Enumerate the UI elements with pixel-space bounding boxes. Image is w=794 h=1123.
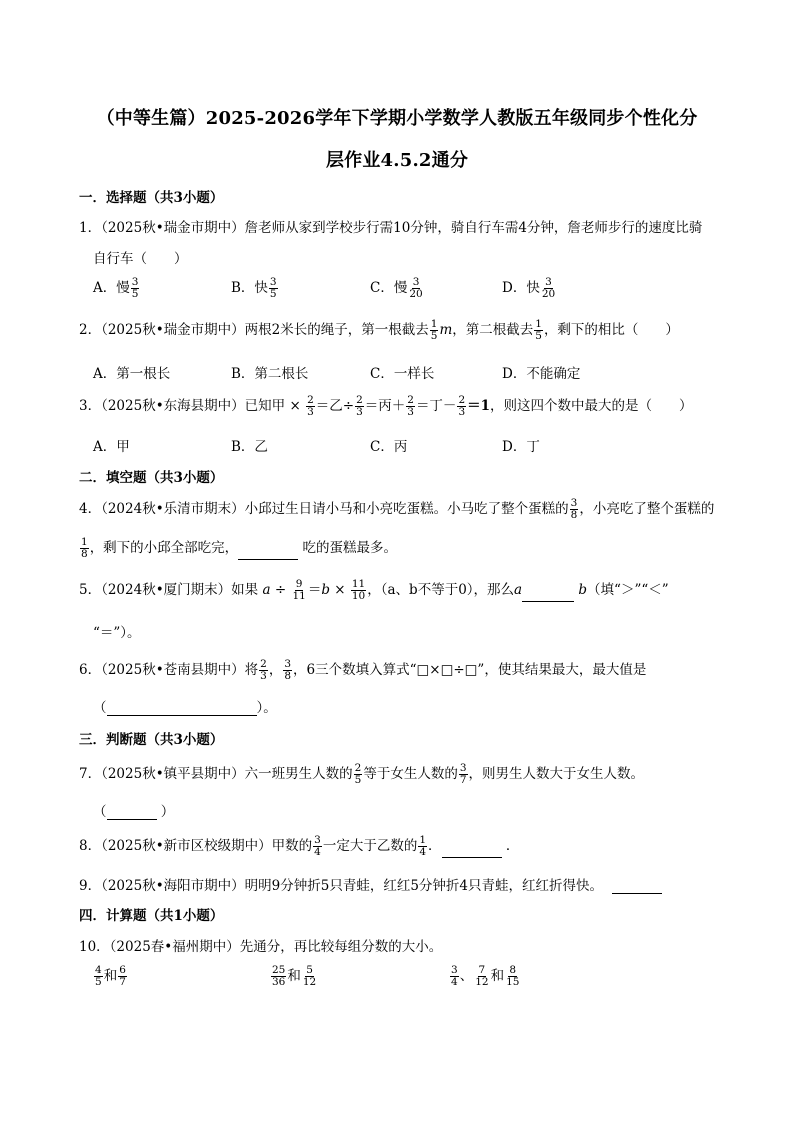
q6-line1: 6．（2025秋•苍南县期中）将 $\frac{2}{3}$ ， $\frac{3}{8}$ ，6三个数填入算式“□×□÷□”，使其结果最大，最大值是 — [79, 657, 647, 682]
q10-group1: $\frac{4}{5}$ 和 $\frac{6}{7}$ — [95, 963, 126, 988]
q4-answer-blank[interactable] — [238, 546, 298, 560]
q8-answer-blank[interactable] — [442, 844, 502, 858]
q6-line2: （ ）。 — [93, 700, 277, 716]
section-heading-calc: 四．计算题（共1小题） — [79, 908, 224, 924]
q3-option-d[interactable]: D．丁 — [502, 439, 540, 455]
q5-line1: 5．（2024秋•厦门期末）如果 a ÷ $\frac{9}{11}$ ＝b × $\frac{11}{10}$ ，（a、b不等于0），那么a b（填“＞”“＜” — [79, 577, 669, 602]
q3-line: 3．（2025秋•东海县期中）已知甲 × $\frac{2}{3}$ ＝乙÷ $\frac{2}{3}$ ＝丙＋ $\frac{2}{3}$ ＝丁－ $\frac{2}{3}$ ＝1，则这四个数中最大的是（ ） — [79, 393, 693, 418]
q3-option-a[interactable]: A．甲 — [93, 439, 130, 455]
q2-option-b[interactable]: B．第二根长 — [231, 366, 309, 382]
q10-group3: $\frac{3}{4}$ 、 $\frac{7}{12}$ 和 $\frac{8}{15}$ — [451, 963, 520, 988]
q1-line1: 1．（2025秋•瑞金市期中）詹老师从家到学校步行需10分钟，骑自行车需4分钟，詹老师步行的速度比骑 — [79, 220, 703, 236]
q2-option-d[interactable]: D．不能确定 — [502, 366, 581, 382]
q7-line2: （ ） — [93, 804, 175, 820]
q1-option-b[interactable]: B．快 $\frac{3}{5}$ — [231, 275, 277, 300]
q1-option-d[interactable]: D．快 $\frac{3}{20}$ — [502, 275, 556, 300]
q10-line: 10．（2025春•福州期中）先通分，再比较每组分数的大小。 — [79, 939, 443, 955]
document-title-line2: 层作业4.5.2通分 — [325, 150, 469, 171]
q10-group2: $\frac{25}{36}$ 和 $\frac{5}{12}$ — [272, 963, 317, 988]
q5-answer-blank[interactable] — [522, 588, 574, 602]
q2-option-c[interactable]: C．一样长 — [370, 366, 435, 382]
q1-line2: 自行车（ ） — [93, 251, 188, 267]
q3-option-c[interactable]: C．丙 — [370, 439, 408, 455]
q5-line2: “＝”）。 — [93, 625, 141, 641]
q2-option-a[interactable]: A．第一根长 — [93, 366, 171, 382]
q3-option-b[interactable]: B．乙 — [231, 439, 268, 455]
q2-line: 2．（2025秋•瑞金市期中）两根2米长的绳子，第一根截去 $\frac{1}{5}$ m，第二根截去 $\frac{1}{5}$ ，剩下的相比（ ） — [79, 317, 679, 342]
q7-line1: 7．（2025秋•镇平县期中）六一班男生人数的 $\frac{2}{5}$ 等于女生人数的 $\frac{3}{7}$ ，则男生人数大于女生人数。 — [79, 761, 645, 786]
section-heading-judge: 三．判断题（共3小题） — [79, 732, 224, 748]
section-heading-choice: 一．选择题（共3小题） — [79, 190, 224, 206]
section-heading-fill: 二．填空题（共3小题） — [79, 470, 224, 486]
q4-line2: $\frac{1}{8}$ ，剩下的小邱全部吃完， 吃的蛋糕最多。 — [81, 535, 397, 560]
q1-option-a[interactable]: A．慢 $\frac{3}{5}$ — [93, 275, 139, 300]
q6-answer-blank[interactable] — [107, 702, 257, 716]
q9-line: 9．（2025秋•海阳市期中）明明9分钟折5只青蛙，红红5分钟折4只青蛙，红红折得快。 — [79, 874, 662, 894]
q8-line: 8．（2025秋•新市区校级期中）甲数的 $\frac{3}{4}$ 一定大于乙数的 $\frac{1}{4}$ ． ． — [79, 833, 520, 858]
q4-line1: 4．（2024秋•乐清市期末）小邱过生日请小马和小亮吃蛋糕。小马吃了整个蛋糕的 $\frac{3}{8}$ ，小亮吃了整个蛋糕的 — [79, 496, 715, 521]
q1-option-c[interactable]: C．慢 $\frac{3}{20}$ — [370, 275, 423, 300]
document-title-line1: （中等生篇）2025-2026学年下学期小学数学人教版五年级同步个性化分 — [96, 108, 698, 129]
q7-answer-blank[interactable] — [107, 806, 157, 820]
q9-answer-blank[interactable] — [612, 880, 662, 894]
